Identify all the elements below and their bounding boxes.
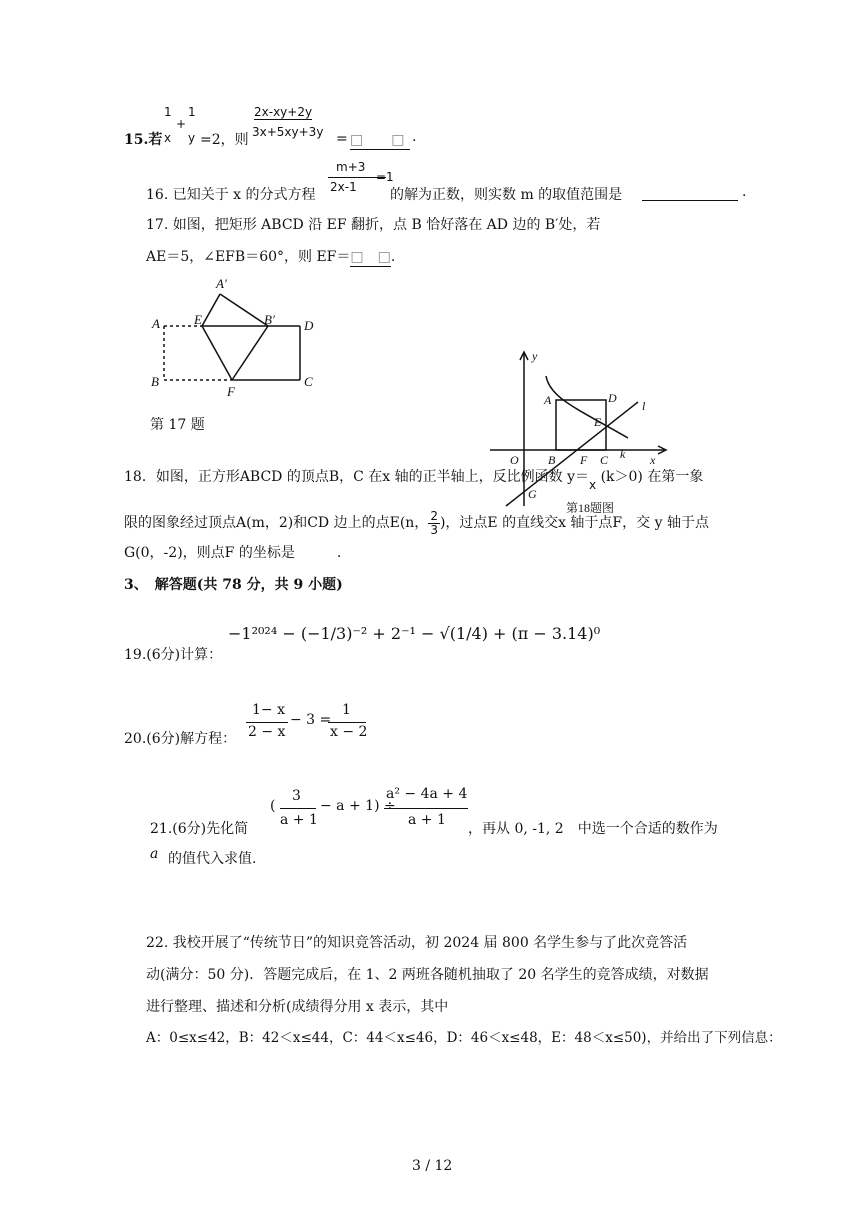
q17-end: . bbox=[390, 249, 396, 265]
q16-answer-blank bbox=[642, 200, 738, 201]
q21-mid: − a + 1) ÷ bbox=[320, 798, 396, 814]
q18-frac-num: 2 bbox=[430, 509, 438, 523]
q18-frac-two-thirds bbox=[428, 510, 440, 536]
label-e: E bbox=[194, 312, 202, 327]
q17-line1: 17. 如图，把矩形 ABCD 沿 EF 翻折，点 B 恰好落在 AD 边的 B′处，若 bbox=[146, 217, 601, 233]
q20-minus3: − 3 = bbox=[290, 712, 332, 728]
label-d: D bbox=[304, 318, 314, 333]
label-a: A bbox=[152, 316, 160, 331]
q21-line2: 的值代入求值. bbox=[168, 851, 257, 867]
fig18-label-l: l bbox=[642, 399, 646, 413]
q15-eq: = bbox=[336, 131, 348, 147]
q21-label: 21.(6分)先化简 bbox=[150, 821, 249, 837]
q20-frac2-num: 1 bbox=[342, 702, 351, 718]
segment-e-aprime bbox=[202, 294, 220, 326]
q20-label: 20.(6分)解方程： bbox=[124, 731, 237, 747]
q20-frac1-den: 2 − x bbox=[248, 724, 286, 740]
fig18-label-f: F bbox=[580, 453, 588, 467]
label-b-prime: B′ bbox=[264, 312, 275, 327]
q17-line2-text: AE＝5，∠EFB＝60°，则 EF＝ bbox=[146, 249, 351, 265]
fig18-label-y: y bbox=[532, 349, 538, 363]
q20-frac1-line bbox=[246, 722, 288, 723]
q15-frac2-num: 1 bbox=[188, 105, 196, 119]
q21-frac2-line bbox=[384, 808, 468, 809]
q18-line2-pre: 限的图象经过顶点A(m，2)和CD 边上的点E(n， bbox=[124, 515, 429, 532]
label-a-prime: A′ bbox=[216, 276, 227, 291]
fig18-caption: 第18题图 bbox=[566, 501, 615, 515]
q15-frac1-num: 1 bbox=[164, 105, 172, 119]
q21-var-a: a bbox=[150, 846, 159, 862]
fig18-label-b: B bbox=[548, 453, 556, 467]
q18-frac-den-3: 3 bbox=[430, 522, 438, 537]
question-17-line2 bbox=[146, 246, 395, 267]
fig18-label-d: D bbox=[608, 391, 617, 405]
q15-frac1-den: x bbox=[164, 131, 172, 145]
q15-frac2-den: y bbox=[188, 131, 196, 145]
q21-frac1-line bbox=[280, 808, 316, 809]
q22-line2: 动(满分：50 分)．答题完成后，在 1、2 两班各随机抽取了 20 名学生的竞答成绩，对数据 bbox=[146, 967, 709, 983]
q16-end: . bbox=[742, 184, 747, 200]
q20-frac2-den: x − 2 bbox=[330, 724, 368, 740]
q18-line1-post: (k＞0) 在第一象 bbox=[600, 469, 704, 485]
figure-17 bbox=[140, 270, 320, 430]
label-b: B bbox=[151, 374, 159, 389]
q18-frac-den: x bbox=[589, 478, 597, 492]
q20-frac1-num: 1− x bbox=[252, 702, 285, 718]
figure-17-caption: 第 17 题 bbox=[150, 417, 205, 433]
q19-expression: −1²⁰²⁴ − (−1/3)⁻² + 2⁻¹ − √(1/4) + (π − 3.14)⁰ bbox=[228, 624, 601, 643]
q16-frac-num: m+3 bbox=[336, 160, 366, 174]
q20-frac2-line bbox=[328, 722, 366, 723]
q15-number: 15.若 bbox=[124, 132, 163, 148]
q22-line1: 22. 我校开展了“传统节日”的知识竞答活动，初 2024 届 800 名学生参与了此次竞答活 bbox=[146, 935, 688, 951]
q16-suffix: 的解为正数，则实数 m 的取值范围是 bbox=[390, 187, 623, 203]
q18-line3: G(0，-2)，则点F 的坐标是 . bbox=[124, 545, 342, 561]
fig18-label-c: C bbox=[600, 453, 609, 467]
q16-prefix: 16. 已知关于 x 的分式方程 bbox=[146, 187, 316, 203]
q19-label: 19.(6分)计算： bbox=[124, 647, 223, 663]
q15-plus: + bbox=[176, 117, 187, 131]
fig18-label-a: A bbox=[544, 393, 552, 407]
question-18-line1 bbox=[124, 466, 703, 492]
q16-eq-one: =1 bbox=[376, 170, 394, 184]
segment-ef bbox=[202, 326, 232, 380]
q15-answer-blank: □ □ bbox=[350, 129, 410, 150]
q21-post: ，再从 0, -1, 2 中选一个合适的数作为 bbox=[468, 821, 718, 837]
fig18-label-e: E bbox=[594, 415, 602, 429]
segment-bprime-f bbox=[232, 326, 268, 380]
q16-frac-den: 2x-1 bbox=[330, 180, 357, 194]
q22-line3: 进行整理、描述和分析(成绩得分用 x 表示，其中 bbox=[146, 999, 449, 1015]
q22-line4: A：0≤x≤42，B：42＜x≤44，C：44＜x≤46，D：46＜x≤48，E：48＜x≤50)，并给出了下列信息： bbox=[146, 1030, 782, 1046]
q21-frac2-num: a² − 4a + 4 bbox=[386, 786, 468, 802]
label-f: F bbox=[227, 384, 235, 399]
q18-line1-pre: 18．如图，正方形ABCD 的顶点B，C 在x 轴的正半轴上，反比例函数 y＝ bbox=[124, 469, 590, 485]
segment-aprime-bprime bbox=[220, 294, 268, 326]
page-number: 3 / 12 bbox=[412, 1158, 453, 1174]
fig18-label-g: G bbox=[528, 487, 537, 501]
hyperbola-curve bbox=[546, 376, 628, 438]
q21-frac1-den: a + 1 bbox=[280, 812, 318, 828]
q18-line2-post: )，过点E 的直线交x 轴于点F，交 y 轴于点 bbox=[439, 515, 709, 532]
q21-frac2-den: a + 1 bbox=[408, 812, 446, 828]
label-c: C bbox=[304, 374, 313, 389]
q21-frac1-num: 3 bbox=[292, 788, 301, 804]
section-3-title: 3、 解答题(共 78 分，共 9 小题) bbox=[124, 577, 343, 593]
question-18-line2 bbox=[124, 510, 709, 536]
q17-answer-blank: □ □ bbox=[350, 246, 390, 267]
fig18-label-x: x bbox=[650, 453, 656, 467]
q15-cond: =2，则 bbox=[200, 132, 249, 148]
q15-end: . bbox=[412, 129, 417, 145]
q21-paren-open: ( bbox=[270, 798, 276, 814]
q15-big-den: 3x+5xy+3y bbox=[252, 125, 324, 139]
q15-big-num: 2x-xy+2y bbox=[254, 105, 313, 119]
fig18-label-k: k bbox=[620, 447, 626, 461]
fig18-label-o: O bbox=[510, 453, 519, 467]
